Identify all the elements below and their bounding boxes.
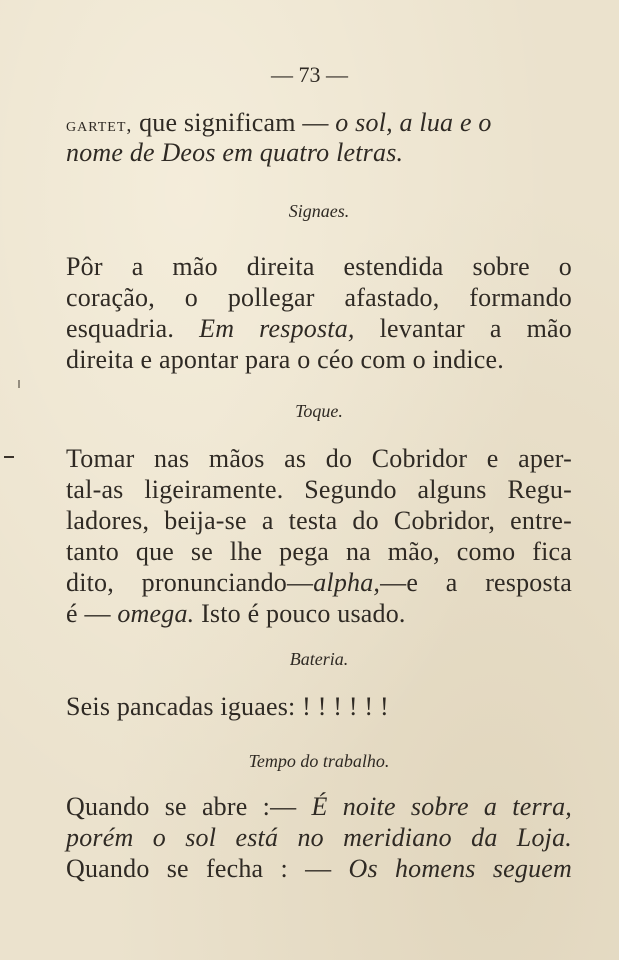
- toque-line-6-pre: é —: [66, 599, 118, 628]
- heading-toque: Toque.: [295, 401, 343, 421]
- signaes-line-3: [66, 314, 572, 344]
- margin-mark: [4, 456, 14, 458]
- intro-italic-text: o sol, a lua e o: [335, 108, 492, 137]
- heading-bateria: Bateria.: [289, 649, 349, 669]
- toque-line-5-post: —e a resposta: [380, 568, 572, 597]
- toque-line-1: Tomar nas mãos as do Cobridor e aper-: [66, 444, 572, 473]
- signaes-line-3-italic: Em resposta,: [199, 314, 355, 343]
- tempo-line-1: [66, 792, 572, 822]
- intro-line-1: [66, 108, 572, 140]
- heading-tempo-do-trabalho: Tempo do trabalho.: [248, 751, 390, 771]
- toque-line-6-post: Isto é pouco usado.: [194, 599, 406, 628]
- toque-line-4: tanto que se lhe pega na mão, como fica: [66, 537, 572, 566]
- toque-line-5-italic: alpha,: [313, 568, 381, 597]
- toque-line-5-pre: dito, pronunciando—: [66, 568, 314, 597]
- signaes-line-3-pre: esquadria.: [66, 314, 200, 343]
- tempo-line-1-italic: É noite sobre a terra,: [311, 792, 572, 821]
- toque-line-6: [66, 599, 572, 629]
- tempo-line-3-italic: Os homens seguem: [348, 854, 572, 883]
- tempo-line-3-pre: Quando se fecha : —: [66, 854, 349, 883]
- heading-signaes: Signaes.: [288, 201, 350, 221]
- tempo-line-1-pre: Quando se abre :—: [66, 792, 312, 821]
- tempo-line-2: porém o sol está no meridiano da Loja.: [66, 823, 572, 852]
- signaes-line-2: coração, o pollegar afastado, formando: [66, 283, 572, 312]
- margin-speck: [18, 380, 20, 388]
- page-number: — 73 —: [271, 62, 348, 87]
- signaes-line-4: direita e apontar para o céo com o indice.: [66, 345, 504, 374]
- intro-line-2: nome de Deos em quatro letras.: [66, 138, 404, 167]
- toque-line-5: [66, 568, 572, 598]
- toque-line-3: ladores, beija-se a testa do Cobridor, entre-: [66, 506, 572, 535]
- signaes-line-3-post: levantar a mão: [354, 314, 572, 343]
- signaes-line-1: Pôr a mão direita estendida sobre o: [66, 252, 572, 281]
- tempo-line-3: [66, 854, 572, 884]
- toque-line-6-italic: omega.: [117, 599, 195, 628]
- intro-text: que significam —: [132, 108, 336, 137]
- toque-line-2: tal-as ligeiramente. Segundo alguns Regu-: [66, 475, 572, 504]
- intro-smallcaps-word: gartet,: [66, 114, 133, 136]
- bateria-line: Seis pancadas iguaes: ! ! ! ! ! !: [66, 692, 389, 721]
